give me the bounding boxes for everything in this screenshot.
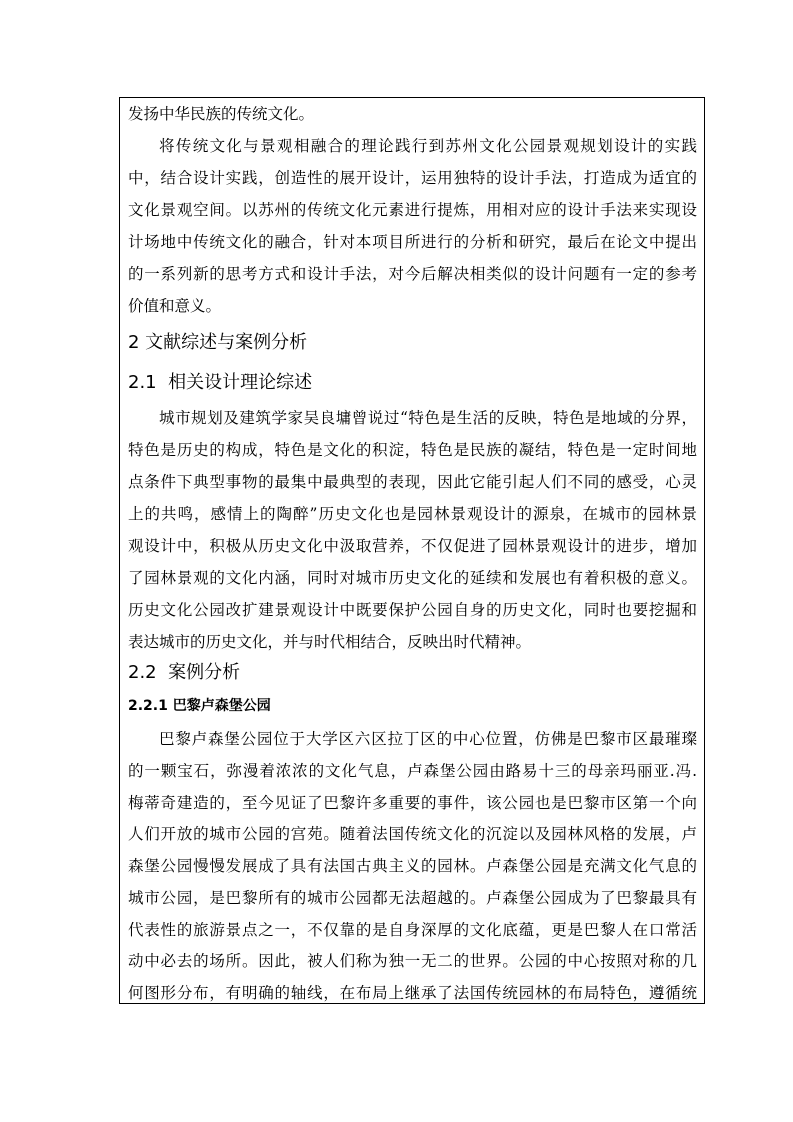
text-line: 价值和意义。 xyxy=(128,297,222,315)
paragraph-design-practice xyxy=(128,130,697,322)
text-line: 人们开放的城市公园的宫苑。随着法国传统文化的沉淀以及园林风格的发展，卢 xyxy=(128,825,697,844)
text-line: 文化景观空间。以苏州的传统文化元素进行提炼，用相对应的设计手法来实现设 xyxy=(128,201,697,219)
section-heading-2-1: 2.1 相关设计理论综述 xyxy=(128,372,313,393)
text-line: 城市公园，是巴黎所有的城市公园都无法超越的。卢森堡公园成为了巴黎最具有 xyxy=(128,888,697,907)
text-line: 特色是历史的构成，特色是文化的积淀，特色是民族的凝结，特色是一定时间地 xyxy=(128,441,697,459)
content-frame xyxy=(119,97,705,1004)
text-line: 动中必去的场所。因此，被人们称为独一无二的世界。公园的中心按照对称的几 xyxy=(128,952,697,971)
paragraph-design-theory xyxy=(128,402,697,658)
subsection-heading-2-2-1: 2.2.1 巴黎卢森堡公园 xyxy=(128,698,271,714)
text-line: 观设计中，积极从历史文化中汲取营养，不仅促进了园林景观设计的进步，增加 xyxy=(128,537,697,555)
text-line: 何图形分布，有明确的轴线，在布局上继承了法国传统园林的布局特色，遵循统 xyxy=(128,984,697,1002)
section-heading-2-2: 2.2 案例分析 xyxy=(128,662,241,683)
text-line: 城市规划及建筑学家吴良墉曾说过“特色是生活的反映，特色是地域的分界， xyxy=(159,409,697,427)
text-line: 计场地中传统文化的融合，针对本项目所进行的分析和研究，最后在论文中提出 xyxy=(128,233,697,251)
text-line: 历史文化公园改扩建景观设计中既要保护公园自身的历史文化，同时也要挖掘和 xyxy=(128,601,697,619)
text-line: 将传统文化与景观相融合的理论践行到苏州文化公园景观规划设计的实践 xyxy=(159,137,697,155)
text-line: 森堡公园慢慢发展成了具有法国古典主义的园林。卢森堡公园是充满文化气息的 xyxy=(128,857,697,875)
chapter-heading: 2 文献综述与案例分析 xyxy=(128,332,308,353)
text-line: 梅蒂奇建造的，至今见证了巴黎许多重要的事件，该公园也是巴黎市区第一个向 xyxy=(128,793,697,812)
text-line: 的一颗宝石，弥漫着浓浓的文化气息，卢森堡公园由路易十三的母亲玛丽亚.冯. xyxy=(128,761,697,780)
text-line: 点条件下典型事物的最集中最典型的表现，因此它能引起人们不同的感受，心灵 xyxy=(128,473,697,491)
paragraph-continued xyxy=(128,98,697,130)
text-line: 了园林景观的文化内涵，同时对城市历史文化的延续和发展也有着积极的意义。 xyxy=(128,569,697,587)
text-line: 发扬中华民族的传统文化。 xyxy=(128,105,315,123)
text-line: 上的共鸣，感情上的陶醉”历史文化也是园林景观设计的源泉，在城市的园林景 xyxy=(128,505,697,523)
text-line: 中，结合设计实践，创造性的展开设计，运用独特的设计手法，打造成为适宜的 xyxy=(128,169,697,187)
text-line: 代表性的旅游景点之一，不仅靠的是自身深厚的文化底蕴，更是巴黎人在口常活 xyxy=(128,920,697,939)
text-line: 的一系列新的思考方式和设计手法，对今后解决相类似的设计问题有一定的参考 xyxy=(128,265,697,283)
text-line: 表达城市的历史文化，并与时代相结合，反映出时代精神。 xyxy=(128,633,532,651)
paragraph-luxembourg-garden xyxy=(128,724,697,1010)
text-line: 巴黎卢森堡公园位于大学区六区拉丁区的中心位置，仿佛是巴黎市区最璀璨 xyxy=(159,730,697,748)
